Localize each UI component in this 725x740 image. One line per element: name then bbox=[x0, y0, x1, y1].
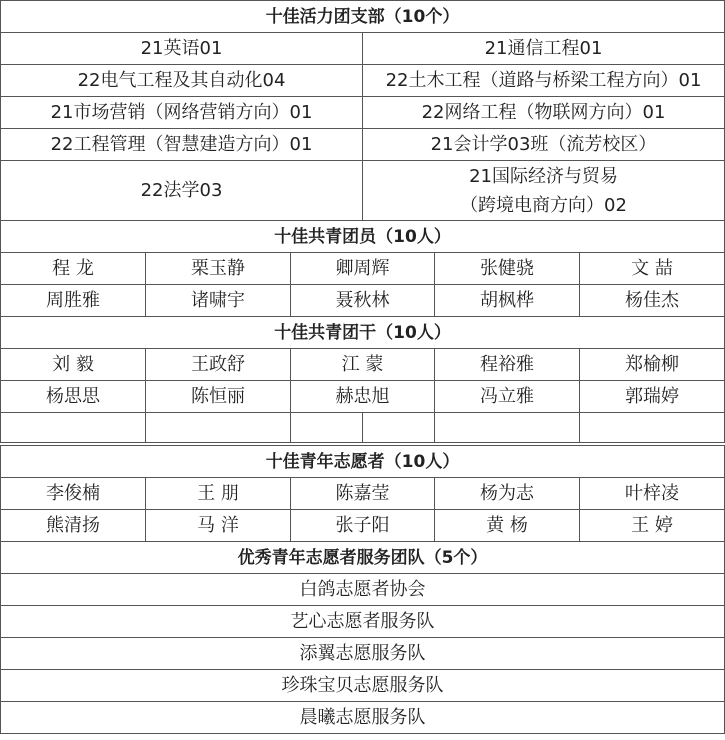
empty-cell bbox=[291, 413, 363, 443]
branch-cell-line1: 21国际经济与贸易 bbox=[469, 165, 618, 187]
member-name: 胡枫桦 bbox=[435, 285, 580, 317]
cadre-name: 陈恒丽 bbox=[146, 381, 291, 413]
member-name: 张健骁 bbox=[435, 253, 580, 285]
branch-cell-line2: （跨境电商方向）02 bbox=[460, 194, 627, 216]
section-header-teams: 优秀青年志愿者服务团队（5个） bbox=[1, 542, 725, 574]
cadre-name: 郑榆柳 bbox=[580, 349, 725, 381]
branch-cell: 22网络工程（物联网方向）01 bbox=[363, 97, 725, 129]
section-header-volunteers: 十佳青年志愿者（10人） bbox=[1, 446, 725, 478]
empty-cell bbox=[363, 413, 435, 443]
member-name: 周胜雅 bbox=[1, 285, 146, 317]
member-name: 聂秋林 bbox=[291, 285, 435, 317]
branch-cell: 22土木工程（道路与桥梁工程方向）01 bbox=[363, 65, 725, 97]
cadre-name: 刘 毅 bbox=[1, 349, 146, 381]
team-item: 白鸽志愿者协会 bbox=[1, 574, 725, 606]
team-item: 艺心志愿者服务队 bbox=[1, 606, 725, 638]
volunteer-name: 李俊楠 bbox=[1, 478, 146, 510]
cadre-name: 冯立雅 bbox=[435, 381, 580, 413]
team-item: 晨曦志愿服务队 bbox=[1, 702, 725, 734]
branch-cell: 21英语01 bbox=[1, 33, 363, 65]
volunteer-name: 叶梓凌 bbox=[580, 478, 725, 510]
team-item: 珍珠宝贝志愿服务队 bbox=[1, 670, 725, 702]
branch-cell: 22法学03 bbox=[1, 161, 363, 221]
cadre-name: 江 蒙 bbox=[291, 349, 435, 381]
cadre-name: 程裕雅 bbox=[435, 349, 580, 381]
team-item: 添翼志愿服务队 bbox=[1, 638, 725, 670]
cadre-name: 赫忠旭 bbox=[291, 381, 435, 413]
volunteer-name: 马 洋 bbox=[146, 510, 291, 542]
empty-cell bbox=[580, 413, 725, 443]
member-name: 杨佳杰 bbox=[580, 285, 725, 317]
volunteer-name: 张子阳 bbox=[291, 510, 435, 542]
member-name: 栗玉静 bbox=[146, 253, 291, 285]
member-name: 诸啸宇 bbox=[146, 285, 291, 317]
section-header-branches: 十佳活力团支部（10个） bbox=[1, 1, 725, 33]
empty-cell bbox=[146, 413, 291, 443]
volunteer-name: 王 婷 bbox=[580, 510, 725, 542]
member-name: 程 龙 bbox=[1, 253, 146, 285]
branch-cell: 21会计学03班（流芳校区） bbox=[363, 129, 725, 161]
volunteer-name: 熊清扬 bbox=[1, 510, 146, 542]
cadre-name: 杨思思 bbox=[1, 381, 146, 413]
member-name: 卿周辉 bbox=[291, 253, 435, 285]
branch-cell: 21市场营销（网络营销方向）01 bbox=[1, 97, 363, 129]
section-header-cadres: 十佳共青团干（10人） bbox=[1, 317, 725, 349]
volunteer-name: 王 朋 bbox=[146, 478, 291, 510]
volunteer-name: 陈嘉莹 bbox=[291, 478, 435, 510]
empty-cell bbox=[1, 413, 146, 443]
empty-cell bbox=[435, 413, 580, 443]
branch-cell: 22工程管理（智慧建造方向）01 bbox=[1, 129, 363, 161]
branch-cell: 21通信工程01 bbox=[363, 33, 725, 65]
section-header-members: 十佳共青团员（10人） bbox=[1, 221, 725, 253]
volunteer-name: 黄 杨 bbox=[435, 510, 580, 542]
volunteer-name: 杨为志 bbox=[435, 478, 580, 510]
branch-cell-two-line bbox=[363, 161, 725, 221]
cadre-name: 郭瑞婷 bbox=[580, 381, 725, 413]
cadre-name: 王政舒 bbox=[146, 349, 291, 381]
member-name: 文 喆 bbox=[580, 253, 725, 285]
branch-cell: 22电气工程及其自动化04 bbox=[1, 65, 363, 97]
